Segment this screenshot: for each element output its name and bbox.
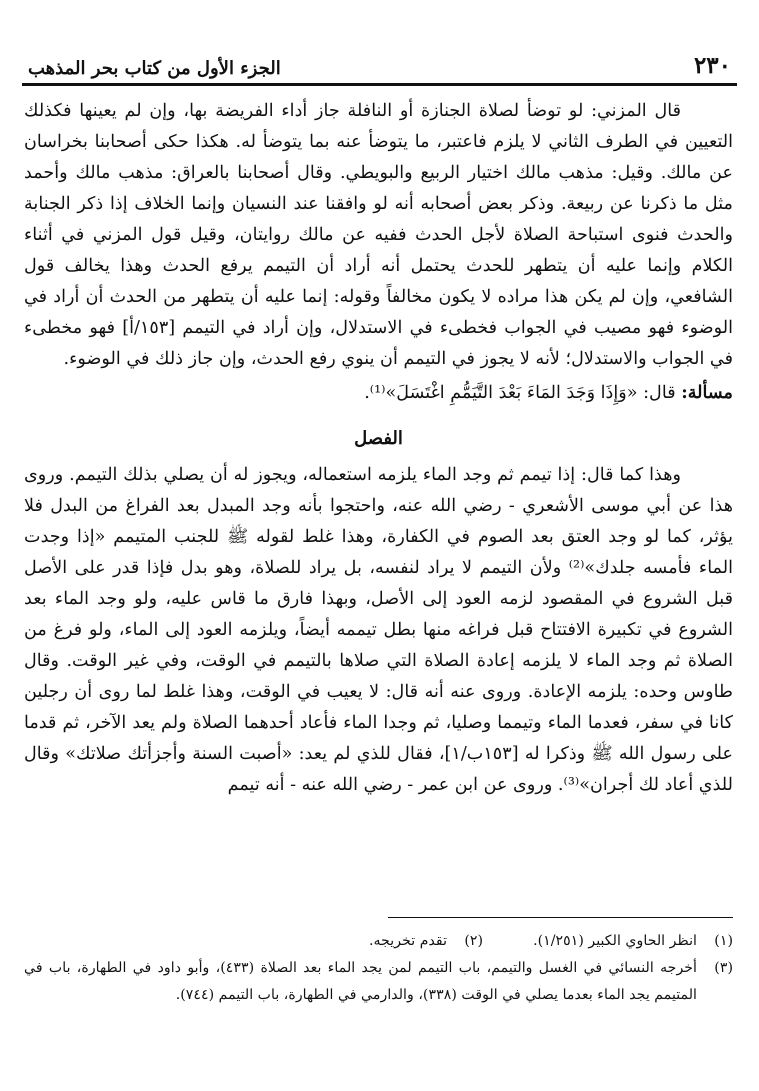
page-number: ٢٣٠ <box>693 52 731 79</box>
footnote-number: (١) <box>714 933 733 949</box>
footnote-divider <box>388 917 733 918</box>
masala-text: قال: «وَإِذَا وَجَدَ المَاءَ بَعْدَ التَّيَمُّمِ اغْتَسَلَ»⁽¹⁾. <box>364 383 676 403</box>
footnote-2 <box>369 928 483 955</box>
footnote-row-1 <box>24 928 733 955</box>
footnote-text: تقدم تخريجه. <box>369 933 448 949</box>
paragraph-2: وهذا كما قال: إذا تيمم ثم وجد الماء يلزمه استعماله، ويجوز له أن يصلي بذلك التيمم. وروى هذا عن أبي موسى الأشعري - رضي الله عنه، واحتجوا بأنه وجد المبدل بعد الفراغ من البدل فلا يؤثر، كما لو وجد العتق بعد الصوم في الكفارة، وهذا غلط لقوله ﷺ للجنب المتيمم «إذا وجدت الماء فأمسه جلدك»⁽²⁾ ولأن التيمم لا يراد لنفسه، بل يراد للصلاة، وهو بدل فإذا قدر على الأصل قبل الشروع في المقصود لزمه العود إلى الأصل، وبهذا فارق ما قاس عليه، ولو وجد الماء بعد الشروع في تكبيرة الافتتاح قبل فراغه منها بطل تيممه أيضاً، ويلزمه العود إلى الماء، ولو فرغ من الصلاة ثم وجد الماء لا يلزمه إعادة الصلاة التي صلاها بالتيمم في الوقت، وفي غير الوقت. وقال طاوس وحده: يلزمه الإعادة. وروى عنه أنه قال: لا يعيب في الوقت، وهذا غلط لما روى أن رجلين كانا في سفر، فعدما الماء وتيمما وصليا، ثم وجدا الماء فأعاد أحدهما الصلاة ولم يعد الآخر، ثم قدما على رسول الله ﷺ وذكرا له [١٥٣ب/١]، فقال للذي لم يعد: «أصبت السنة وأجزأتك صلاتك» وقال للذي أعاد لك أجران»⁽³⁾. وروى عن ابن عمر - رضي الله عنه - أنه تيمم <box>24 465 733 795</box>
footnote-3 <box>24 955 733 1009</box>
section-heading: الفصل <box>354 428 403 449</box>
footnote-number: (٢) <box>464 933 484 949</box>
footnote-text: أخرجه النسائي في الغسل والتيمم، باب التيمم لمن يجد الماء بعد الصلاة (٤٣٣)، وأبو داود في الطهارة، باب في المتيمم يجد الماء بعدما يصلي في الوقت (٣٣٨)، والدارمي في الطهارة، باب التيمم (٧٤٤). <box>24 960 697 1003</box>
masala-label: مسألة: <box>681 382 733 403</box>
masala-line <box>24 377 733 409</box>
footnotes <box>24 928 733 1009</box>
main-text <box>24 96 733 801</box>
footnote-number: (٣) <box>714 960 733 976</box>
footnote-1 <box>533 928 733 955</box>
page-header <box>22 52 737 86</box>
book-title: الجزء الأول من كتاب بحر المذهب <box>28 58 281 79</box>
paragraph-1: قال المزني: لو توضأ لصلاة الجنازة أو النافلة جاز أداء الفريضة بها، وإن لم يعينها فكذلك التعيين في الطرف الثاني لا يلزم فاعتبر، ما يتوضأ عنه بما يتوضأ له. هكذا حكى أصحابنا بخراسان عن مالك. وقيل: مذهب مالك اختيار الربيع والبويطي. وقال أصحابنا بالعراق: مذهب مالك وأحمد مثل ما ذكرنا عن ربيعة. وذكر بعض أصحابه أنه لو وافقنا عند النسيان وإنما الخلاف إذا ذكر الجنابة والحدث فنوى استباحة الصلاة لأجل الحدث ففيه عن مالك روايتان، وقيل قول المزني في أثناء الكلام وإنما عليه أن يتطهر للحدث يحتمل أنه أراد أن التيمم يرفع الحدث وهذا يخالف قول الشافعي، وإن لم يكن هذا مراده لا يكون مخالفاً وقوله: إنما عليه أن يتطهر من الحدث أن أراد في الوضوء فهو مصيب في الجواب فخطىء في الاستدلال، وإن أراد في التيمم [١٥٣/أ] فهو مخطىء في الجواب والاستدلال؛ لأنه لا يجوز في التيمم أن ينوي رفع الحدث، وإن جاز ذلك في الوضوء. <box>24 101 734 369</box>
footnote-text: انظر الحاوي الكبير (١/٢٥١). <box>533 933 697 949</box>
